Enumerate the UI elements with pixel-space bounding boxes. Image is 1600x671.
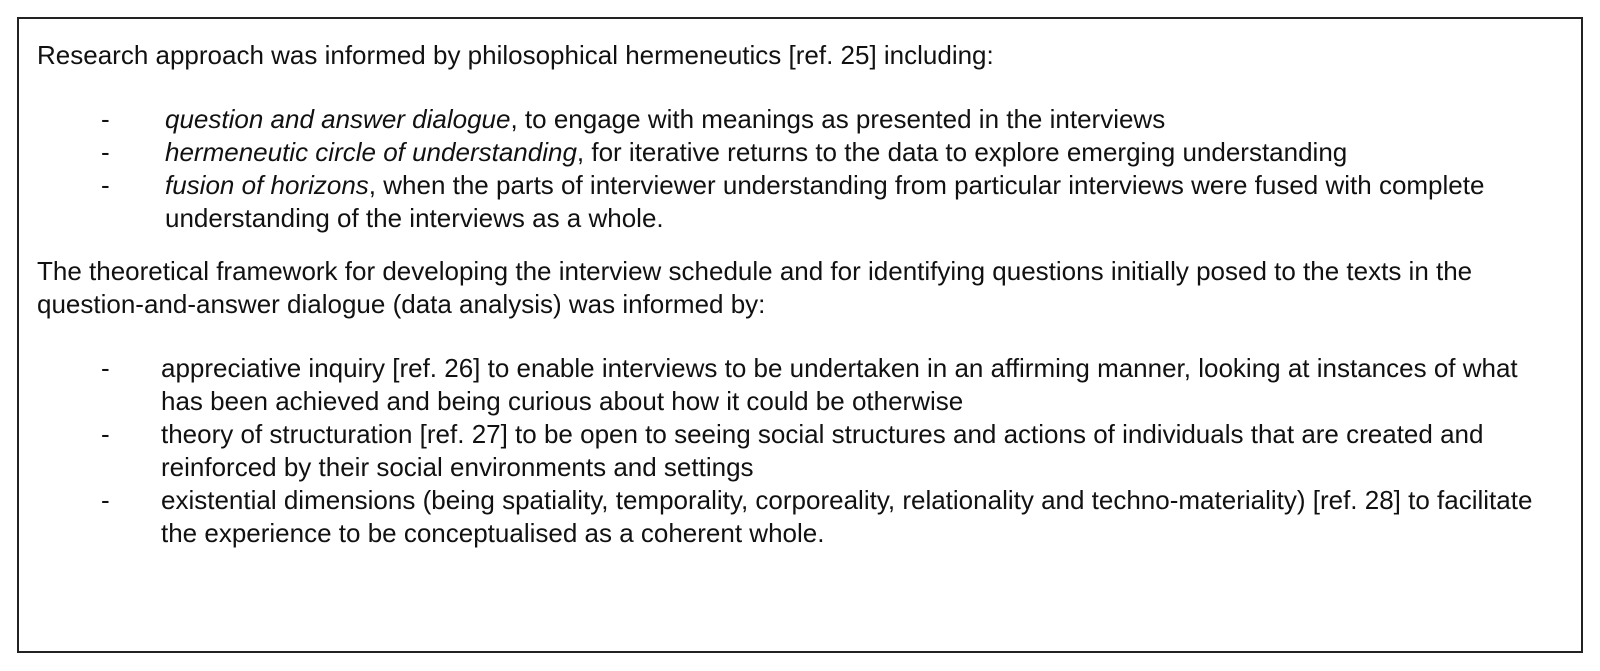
framework-list (37, 352, 1563, 550)
item-text: existential dimensions (being spatiality, temporality, corporeality, relationality and techno-materiality) [ref. 28] to facilitate the experience to be conceptualised as a coherent whole. (161, 485, 1533, 548)
italic-term: hermeneutic circle of understanding (165, 137, 577, 167)
bullet-dash: - (101, 104, 110, 134)
list-item (37, 103, 1563, 136)
list-item (37, 169, 1563, 235)
item-text: appreciative inquiry [ref. 26] to enable interviews to be undertaken in an affirming manner, looking at instances of what has been achieved and being curious about how it could be otherwise (161, 353, 1518, 416)
list-item (37, 418, 1563, 484)
bullet-dash: - (101, 170, 110, 200)
item-description: , for iterative returns to the data to explore emerging understanding (576, 137, 1348, 167)
hermeneutics-list (37, 103, 1563, 235)
text-box (17, 17, 1583, 653)
list-item (37, 484, 1563, 550)
bullet-dash: - (101, 137, 110, 167)
italic-term: question and answer dialogue (165, 104, 511, 134)
bullet-dash: - (101, 485, 110, 515)
italic-term: fusion of horizons (165, 170, 369, 200)
list-item (37, 352, 1563, 418)
item-description: , to engage with meanings as presented in the interviews (510, 104, 1166, 134)
intro-paragraph: Research approach was informed by philosophical hermeneutics [ref. 25] including: (37, 40, 994, 70)
bullet-dash: - (101, 419, 110, 449)
item-text: theory of structuration [ref. 27] to be open to seeing social structures and actions of individuals that are created and reinforced by their social environments and settings (161, 419, 1484, 482)
framework-paragraph: The theoretical framework for developing the interview schedule and for identifying questions initially posed to the texts in the question-and-answer dialogue (data analysis) was informed by: (37, 256, 1473, 319)
item-description: , when the parts of interviewer understanding from particular interviews were fused with complete understanding of the interviews as a whole. (165, 170, 1485, 233)
bullet-dash: - (101, 353, 110, 383)
list-item (37, 136, 1563, 169)
